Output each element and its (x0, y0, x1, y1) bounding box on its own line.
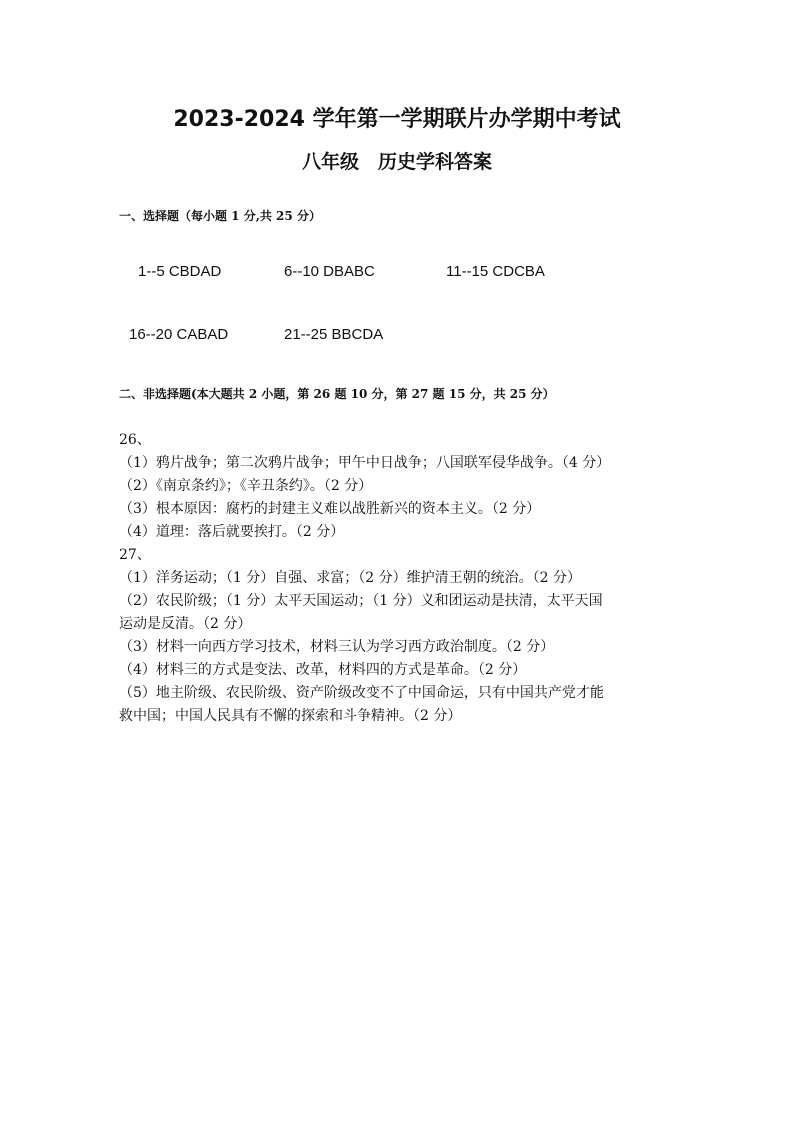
mc-answer-16-20: 16--20 CABAD (129, 326, 229, 343)
question-27-line-1: （1）洋务运动；（1 分）自强、求富；（2 分）维护清王朝的统治。（2 分） (119, 570, 581, 586)
mc-answer-11-15: 11--15 CDCBA (446, 263, 545, 280)
question-26-line-3: （3）根本原因：腐朽的封建主义难以战胜新兴的资本主义。（2 分） (119, 501, 541, 517)
question-27-line-6: （5）地主阶级、农民阶级、资产阶级改变不了中国命运，只有中国共产党才能 (119, 685, 604, 701)
mc-answer-1-5: 1--5 CBDAD (138, 263, 222, 280)
exam-title: 2023-2024 学年第一学期联片办学期中考试 (173, 107, 621, 132)
question-26-line-1: （1）鸦片战争；第二次鸦片战争；甲午中日战争；八国联军侵华战争。（4 分） (119, 455, 611, 471)
question-27-line-2: （2）农民阶级；（1 分）太平天国运动；（1 分）义和团运动是扶清，太平天国 (119, 593, 603, 609)
question-27-line-3: 运动是反清。（2 分） (119, 616, 252, 632)
question-27-line-4: （3）材料一向西方学习技术，材料三认为学习西方政治制度。（2 分） (119, 639, 555, 655)
question-26-line-2: （2）《南京条约》；《辛丑条约》。（2 分） (119, 478, 373, 494)
question-27-line-5: （4）材料三的方式是变法、改革，材料四的方式是革命。（2 分） (119, 662, 527, 678)
question-26-line-4: （4）道理：落后就要挨打。（2 分） (119, 524, 345, 540)
question-27-line-7: 救中国；中国人民具有不懈的探索和斗争精神。（2 分） (119, 708, 462, 724)
question-27-number: 27、 (119, 547, 151, 563)
exam-subtitle: 八年级 历史学科答案 (301, 151, 492, 173)
mc-answer-21-25: 21--25 BBCDA (284, 326, 384, 343)
mc-answer-6-10: 6--10 DBABC (284, 263, 375, 280)
section-2-heading: 二、非选择题(本大题共 2 小题，第 26 题 10 分，第 27 题 15 分，共 25 分） (119, 387, 555, 401)
section-1-heading: 一、选择题（每小题 1 分,共 25 分） (119, 209, 321, 223)
question-26-number: 26、 (119, 432, 151, 448)
